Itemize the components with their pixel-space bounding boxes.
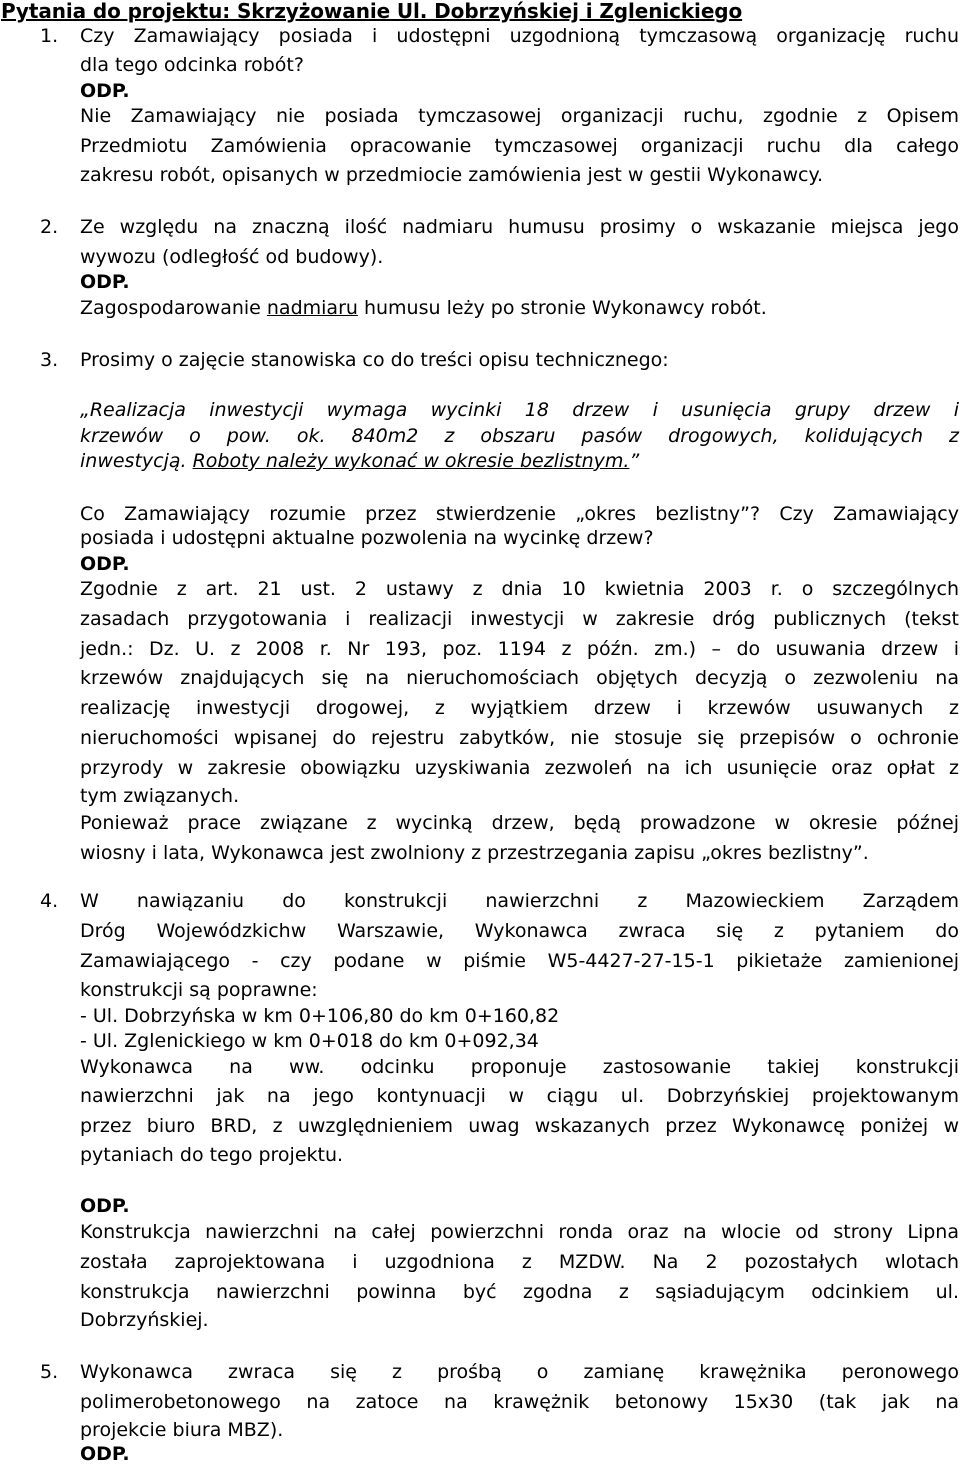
q3-answer-line: tym związanych. <box>80 785 240 807</box>
q2-answer-label: ODP. <box>80 271 130 293</box>
q3-answer-line: nieruchomości wpisanej do rejestru zabytków, nie stosuje się przepisów o ochronie <box>80 727 959 749</box>
document-title: Pytania do projektu: Skrzyżowanie Ul. Dobrzyńskiej i Zglenickiego <box>1 0 743 23</box>
q4-question-line: Wykonawca na ww. odcinku proponuje zastosowanie takiej konstrukcji <box>80 1056 959 1078</box>
q4-answer-line: konstrukcja nawierzchni powinna być zgodna z sąsiadującym odcinkiem ul. <box>80 1281 959 1303</box>
q3-answer-line: zasadach przygotowania i realizacji inwestycji w zakresie dróg publicznych (tekst <box>80 608 959 630</box>
q3-question-line: Prosimy o zajęcie stanowiska co do treści opisu technicznego: <box>80 349 669 371</box>
q3-answer-line: wiosny i lata, Wykonawca jest zwolniony z przestrzegania zapisu „okres bezlistny”. <box>80 842 869 864</box>
q2-number: 2. <box>40 216 59 238</box>
q5-answer-label: ODP. <box>80 1443 130 1465</box>
q4-question-line: nawierzchni jak na jego kontynuacji w ciągu ul. Dobrzyńskiej projektowanym <box>80 1085 959 1107</box>
q1-number: 1. <box>40 25 59 47</box>
q1-answer-line: Przedmiotu Zamówienia opracowanie tymczasowej organizacji ruchu dla całego <box>80 135 959 157</box>
q4-question-line: pytaniach do tego projektu. <box>80 1144 344 1166</box>
q4-question-line: W nawiązaniu do konstrukcji nawierzchni z Mazowieckiem Zarządem <box>80 890 959 912</box>
q4-question-line: Dróg Wojewódzkichw Warszawie, Wykonawca zwraca się z pytaniem do <box>80 920 959 942</box>
q3-answer-label: ODP. <box>80 553 130 575</box>
q4-question-line: Zamawiającego - czy podane w piśmie W5-4427-27-15-1 pikietaże zamienionej <box>80 950 959 972</box>
q4-question-line: konstrukcji są poprawne: <box>80 979 318 1001</box>
q4-question-line: przez biuro BRD, z uwzględnieniem uwag wskazanych przez Wykonawcę poniżej w <box>80 1115 959 1137</box>
q2-answer-text: Zagospodarowanie <box>80 297 267 319</box>
q2-answer-line <box>80 296 767 320</box>
q1-answer-label: ODP. <box>80 80 130 102</box>
q5-question-line: projekcie biura MBZ). <box>80 1419 284 1441</box>
q3-quote-text: inwestycją. <box>80 450 193 472</box>
q3-comment-line: Co Zamawiający rozumie przez stwierdzenie „okres bezlistny”? Czy Zamawiający <box>80 503 959 525</box>
q1-question-line: dla tego odcinka robót? <box>80 54 304 76</box>
q3-answer-line: Zgodnie z art. 21 ust. 2 ustawy z dnia 10 kwietnia 2003 r. o szczególnych <box>80 578 959 600</box>
q2-question-line: wywozu (odległość od budowy). <box>80 246 384 268</box>
q3-comment-line: posiada i udostępni aktualne pozwolenia na wycinkę drzew? <box>80 527 654 549</box>
q4-answer-line: została zaprojektowana i uzgodniona z MZDW. Na 2 pozostałych wlotach <box>80 1251 959 1273</box>
q4-number: 4. <box>40 890 59 912</box>
q4-answer-label: ODP. <box>80 1195 130 1217</box>
q4-answer-line: Konstrukcja nawierzchni na całej powierzchni ronda oraz na wlocie od strony Lipna <box>80 1221 959 1243</box>
q3-answer-line: Ponieważ prace związane z wycinką drzew, będą prowadzone w okresie późnej <box>80 812 959 834</box>
q1-question-line: Czy Zamawiający posiada i udostępni uzgodnioną tymczasową organizację ruchu <box>80 25 959 47</box>
q1-answer-line: zakresu robót, opisanych w przedmiocie zamówienia jest w gestii Wykonawcy. <box>80 164 824 186</box>
q3-quote-text: ” <box>629 450 640 472</box>
q5-question-line: polimerobetonowego na zatoce na krawężnik betonowy 15x30 (tak jak na <box>80 1391 959 1413</box>
q3-quote-line: krzewów o pow. ok. 840m2 z obszaru pasów drogowych, kolidujących z <box>80 425 959 447</box>
q3-answer-line: przyrody w zakresie obowiązku uzyskiwania zezwoleń na ich usunięcie oraz opłat z <box>80 757 959 779</box>
q2-question-line: Ze względu na znaczną ilość nadmiaru humusu prosimy o wskazanie miejsca jego <box>80 216 959 238</box>
q5-question-line: Wykonawca zwraca się z prośbą o zamianę krawężnika peronowego <box>80 1361 959 1383</box>
q4-answer-line: Dobrzyńskiej. <box>80 1309 209 1331</box>
q3-quote-line <box>80 449 639 473</box>
q3-answer-line: realizację inwestycji drogowej, z wyjątkiem drzew i krzewów usuwanych z <box>80 697 959 719</box>
q3-quote-line: „Realizacja inwestycji wymaga wycinki 18 drzew i usunięcia grupy drzew i <box>80 399 959 421</box>
q3-quote-underlined: Roboty należy wykonać w okresie bezlistnym. <box>192 450 630 472</box>
q2-answer-text: humusu leży po stronie Wykonawcy robót. <box>357 297 767 319</box>
q4-question-line: - Ul. Zglenickiego w km 0+018 do km 0+092,34 <box>80 1030 539 1052</box>
q1-answer-line: Nie Zamawiający nie posiada tymczasowej organizacji ruchu, zgodnie z Opisem <box>80 105 959 127</box>
q3-answer-line: jedn.: Dz. U. z 2008 r. Nr 193, poz. 1194 z późn. zm.) – do usuwania drzew i <box>80 638 959 660</box>
q3-answer-line: krzewów znajdujących się na nieruchomościach objętych decyzją o zezwoleniu na <box>80 667 959 689</box>
q5-number: 5. <box>40 1361 59 1383</box>
q3-number: 3. <box>40 349 59 371</box>
q4-question-line: - Ul. Dobrzyńska w km 0+106,80 do km 0+160,82 <box>80 1005 560 1027</box>
q2-answer-underlined: nadmiaru <box>266 297 358 319</box>
